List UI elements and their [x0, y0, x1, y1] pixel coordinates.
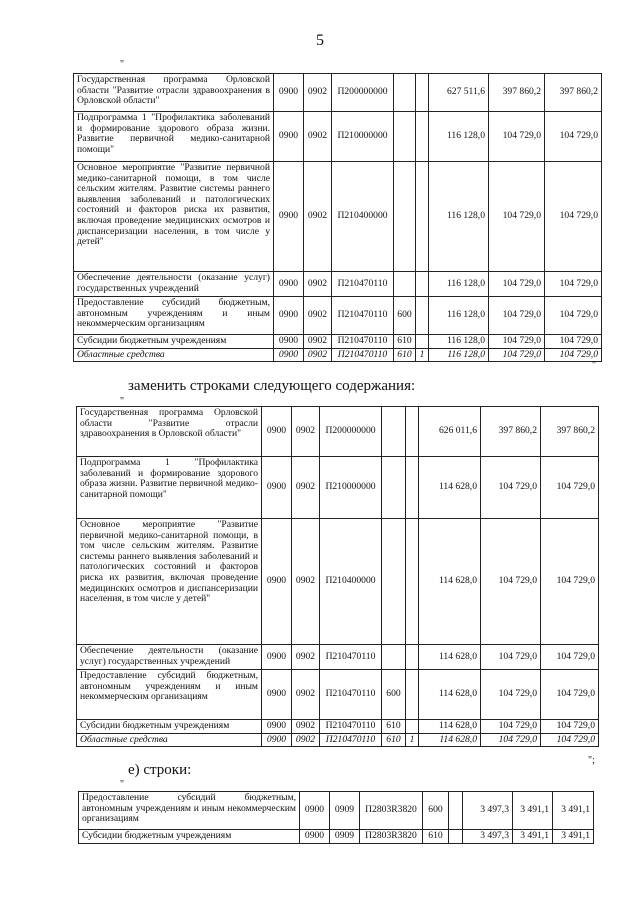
ministry-code: 0900 — [262, 720, 292, 734]
table-row — [79, 830, 594, 844]
table-row — [74, 348, 602, 362]
row-name: Предоставление субсидий бюджетным, автономным учреждениям и иным некоммерческим организациям — [79, 792, 300, 830]
table-row — [77, 457, 599, 519]
amount-year-1: 116 128,0 — [429, 297, 489, 335]
expense-type — [394, 272, 416, 297]
table-row — [77, 720, 599, 734]
opening-quote: " — [120, 396, 125, 407]
section-code: 0902 — [292, 720, 320, 734]
ministry-code: 0900 — [274, 348, 304, 362]
row-name: Подпрограмма 1 "Профилактика заболеваний и формирование здорового образа жизни. Развитие первичной медико-санитарной помощи" — [74, 112, 274, 162]
page-number: 5 — [316, 32, 324, 49]
table-row — [74, 335, 602, 349]
expense-type: 610 — [382, 720, 406, 734]
amount-year-1: 114 628,0 — [419, 457, 481, 519]
target-code: П210470110 — [320, 733, 382, 747]
source-code — [406, 720, 419, 734]
target-code: П210470110 — [320, 720, 382, 734]
section-code: 0902 — [292, 645, 320, 670]
section-code: 0902 — [304, 112, 332, 162]
budget-table-subsidies — [78, 791, 594, 844]
budget-table-original — [73, 73, 602, 362]
source-code — [416, 297, 429, 335]
amount-year-2: 104 729,0 — [489, 162, 545, 272]
amount-year-2: 3 491,1 — [513, 792, 553, 830]
amount-year-3: 397 860,2 — [541, 407, 599, 457]
target-code: П210470110 — [332, 348, 394, 362]
row-name: Государственная программа Орловской области "Развитие отрасли здравоохранения в Орловской области" — [77, 407, 262, 457]
section-code: 0902 — [292, 733, 320, 747]
expense-type: 600 — [423, 792, 449, 830]
amount-year-3: 104 729,0 — [541, 519, 599, 645]
target-code: П200000000 — [320, 407, 382, 457]
expense-type — [394, 162, 416, 272]
expense-type — [382, 457, 406, 519]
expense-type: 600 — [394, 297, 416, 335]
amount-year-1: 116 128,0 — [429, 348, 489, 362]
target-code: П200000000 — [332, 74, 394, 112]
amount-year-3: 397 860,2 — [545, 74, 602, 112]
target-code: П210470110 — [320, 645, 382, 670]
ministry-code: 0900 — [274, 162, 304, 272]
amount-year-2: 104 729,0 — [489, 272, 545, 297]
amount-year-3: 104 729,0 — [541, 733, 599, 747]
source-code — [416, 335, 429, 349]
expense-type: 600 — [382, 670, 406, 720]
amount-year-3: 104 729,0 — [541, 457, 599, 519]
ministry-code: 0900 — [274, 74, 304, 112]
source-code — [416, 272, 429, 297]
amount-year-1: 114 628,0 — [419, 733, 481, 747]
amount-year-2: 104 729,0 — [489, 112, 545, 162]
source-code — [449, 830, 463, 844]
amount-year-1: 114 628,0 — [419, 519, 481, 645]
ministry-code: 0900 — [262, 519, 292, 645]
amount-year-1: 114 628,0 — [419, 670, 481, 720]
expense-type: 610 — [382, 733, 406, 747]
amount-year-1: 627 511,6 — [429, 74, 489, 112]
source-code — [406, 407, 419, 457]
opening-quote: " — [120, 779, 125, 790]
amount-year-3: 104 729,0 — [545, 272, 602, 297]
row-name: Предоставление субсидий бюджетным, автономным учреждениям и иным некоммерческим организациям — [74, 297, 274, 335]
ministry-code: 0900 — [300, 792, 330, 830]
table-row — [77, 670, 599, 720]
table-row — [77, 733, 599, 747]
target-code: П210470110 — [332, 335, 394, 349]
section-code: 0902 — [292, 407, 320, 457]
expense-type — [382, 519, 406, 645]
amount-year-3: 3 491,1 — [553, 792, 594, 830]
source-code: 1 — [406, 733, 419, 747]
amount-year-2: 104 729,0 — [489, 297, 545, 335]
table-row — [77, 519, 599, 645]
amount-year-3: 104 729,0 — [545, 297, 602, 335]
closing-quote: " — [592, 360, 597, 371]
section-code: 0902 — [292, 670, 320, 720]
closing-quote: "; — [588, 755, 595, 766]
row-name: Предоставление субсидий бюджетным, автономным учреждениям и иным некоммерческим организациям — [77, 670, 262, 720]
row-name: Обеспечение деятельности (оказание услуг) государственных учреждений — [77, 645, 262, 670]
target-code: П2803R3820 — [360, 792, 423, 830]
source-code — [406, 670, 419, 720]
source-code — [406, 645, 419, 670]
ministry-code: 0900 — [262, 670, 292, 720]
amount-year-2: 104 729,0 — [489, 348, 545, 362]
table-row — [74, 297, 602, 335]
section-code: 0902 — [292, 519, 320, 645]
table-row — [74, 74, 602, 112]
ministry-code: 0900 — [300, 830, 330, 844]
expense-type: 610 — [423, 830, 449, 844]
source-code — [406, 519, 419, 645]
amount-year-1: 116 128,0 — [429, 335, 489, 349]
row-name: Обеспечение деятельности (оказание услуг) государственных учреждений — [74, 272, 274, 297]
row-name: Областные средства — [74, 348, 274, 362]
row-name: Областные средства — [77, 733, 262, 747]
amount-year-2: 104 729,0 — [489, 335, 545, 349]
row-name: Основное мероприятие "Развитие первичной медико-санитарной помощи, в том числе сельским жителям. Развитие системы раннего выявления заболеваний и патологических состояний и факторов риска их развития, включая проведение медицинских осмотров и диспансеризации населения, в том числе у детей" — [77, 519, 262, 645]
amount-year-1: 3 497,3 — [463, 830, 513, 844]
amount-year-3: 104 729,0 — [541, 670, 599, 720]
section-code: 0902 — [304, 348, 332, 362]
row-name: Подпрограмма 1 "Профилактика заболеваний и формирование здорового образа жизни. Развитие первичной медико-санитарной помощи" — [77, 457, 262, 519]
source-code — [406, 457, 419, 519]
section-code: 0902 — [304, 162, 332, 272]
amount-year-2: 104 729,0 — [481, 720, 541, 734]
budget-table-replacement — [76, 406, 599, 747]
target-code: П210400000 — [332, 162, 394, 272]
amount-year-1: 626 011,6 — [419, 407, 481, 457]
section-code: 0902 — [304, 297, 332, 335]
row-name: Основное мероприятие "Развитие первичной медико-санитарной помощи, в том числе сельским жителям. Развитие системы раннего выявления заболеваний и патологических состояний и факторов риска их развития, включая проведение медицинских осмотров и диспансеризации населения, в том числе у детей" — [74, 162, 274, 272]
source-code: 1 — [416, 348, 429, 362]
amount-year-2: 3 491,1 — [513, 830, 553, 844]
target-code: П210470110 — [320, 670, 382, 720]
amount-year-1: 116 128,0 — [429, 162, 489, 272]
ministry-code: 0900 — [274, 335, 304, 349]
amount-year-3: 3 491,1 — [553, 830, 594, 844]
ministry-code: 0900 — [274, 272, 304, 297]
expense-type — [382, 407, 406, 457]
amount-year-3: 104 729,0 — [545, 348, 602, 362]
ministry-code: 0900 — [262, 407, 292, 457]
ministry-code: 0900 — [262, 645, 292, 670]
amount-year-3: 104 729,0 — [545, 162, 602, 272]
target-code: П210000000 — [332, 112, 394, 162]
ministry-code: 0900 — [262, 457, 292, 519]
amount-year-1: 114 628,0 — [419, 645, 481, 670]
row-name: Субсидии бюджетным учреждениям — [74, 335, 274, 349]
amount-year-2: 104 729,0 — [481, 670, 541, 720]
expense-type — [394, 112, 416, 162]
amount-year-1: 116 128,0 — [429, 272, 489, 297]
source-code — [449, 792, 463, 830]
table-row — [74, 112, 602, 162]
amount-year-3: 104 729,0 — [541, 720, 599, 734]
row-name: Субсидии бюджетным учреждениям — [79, 830, 300, 844]
section-code: 0902 — [304, 74, 332, 112]
target-code: П210400000 — [320, 519, 382, 645]
amount-year-2: 397 860,2 — [481, 407, 541, 457]
amount-year-3: 104 729,0 — [545, 335, 602, 349]
target-code: П2803R3820 — [360, 830, 423, 844]
amount-year-1: 114 628,0 — [419, 720, 481, 734]
source-code — [416, 74, 429, 112]
section-code: 0902 — [304, 335, 332, 349]
ministry-code: 0900 — [274, 112, 304, 162]
table-row — [77, 407, 599, 457]
table-row — [74, 272, 602, 297]
section-code: 0902 — [304, 272, 332, 297]
target-code: П210470110 — [332, 272, 394, 297]
section-code: 0909 — [330, 830, 360, 844]
section-code: 0909 — [330, 792, 360, 830]
source-code — [416, 162, 429, 272]
row-name: Государственная программа Орловской области "Развитие отрасли здравоохранения в Орловской области" — [74, 74, 274, 112]
expense-type: 610 — [394, 335, 416, 349]
source-code — [416, 112, 429, 162]
amount-year-2: 104 729,0 — [481, 519, 541, 645]
amount-year-3: 104 729,0 — [541, 645, 599, 670]
target-code: П210470110 — [332, 297, 394, 335]
replace-instruction: заменить строками следующего содержания: — [128, 378, 416, 394]
amount-year-1: 3 497,3 — [463, 792, 513, 830]
ministry-code: 0900 — [274, 297, 304, 335]
amount-year-2: 104 729,0 — [481, 733, 541, 747]
section-code: 0902 — [292, 457, 320, 519]
table-row — [79, 792, 594, 830]
amount-year-1: 116 128,0 — [429, 112, 489, 162]
section-heading: е) строки: — [128, 762, 192, 778]
amount-year-3: 104 729,0 — [545, 112, 602, 162]
expense-type: 610 — [394, 348, 416, 362]
amount-year-2: 104 729,0 — [481, 457, 541, 519]
table-row — [77, 645, 599, 670]
expense-type — [382, 645, 406, 670]
expense-type — [394, 74, 416, 112]
amount-year-2: 104 729,0 — [481, 645, 541, 670]
row-name: Субсидии бюджетным учреждениям — [77, 720, 262, 734]
opening-quote: " — [120, 59, 125, 70]
amount-year-2: 397 860,2 — [489, 74, 545, 112]
target-code: П210000000 — [320, 457, 382, 519]
table-row — [74, 162, 602, 272]
ministry-code: 0900 — [262, 733, 292, 747]
